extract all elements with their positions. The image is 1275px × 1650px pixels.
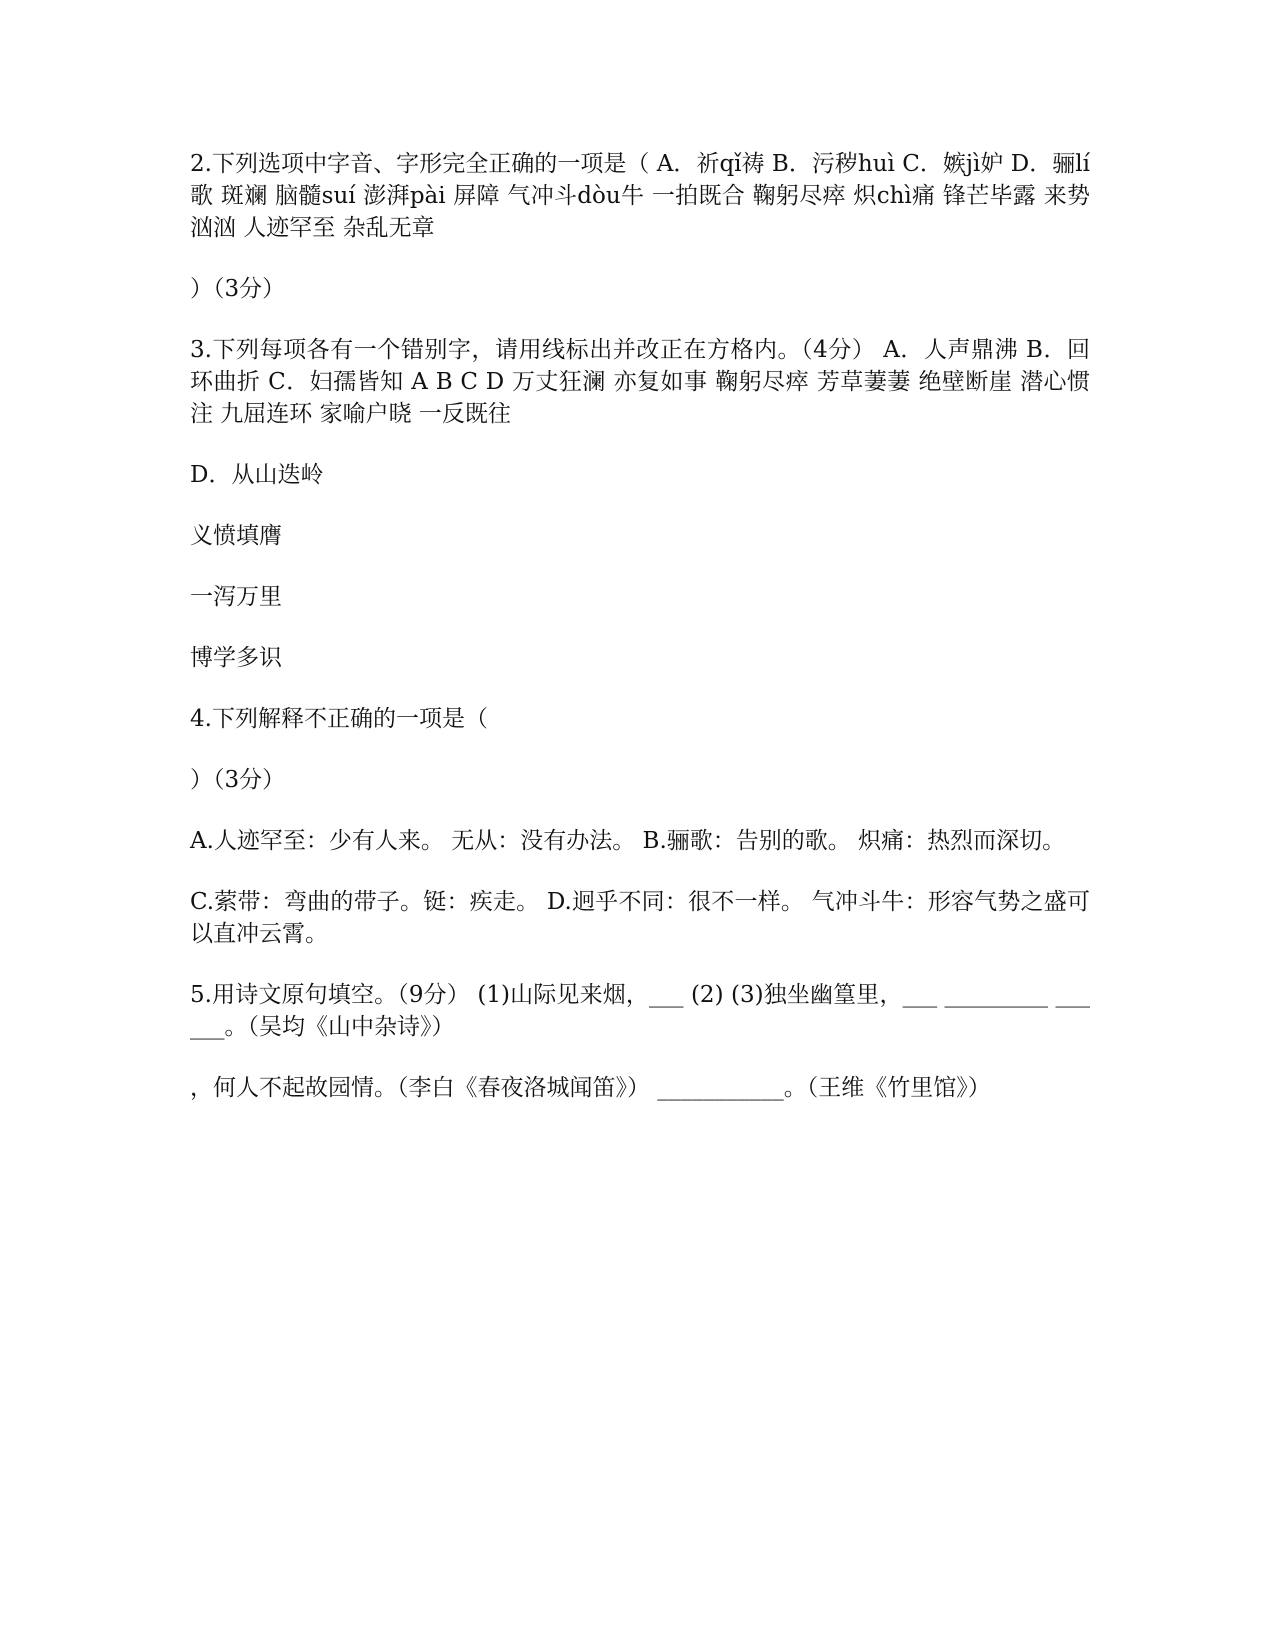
question-2-text: 2.下列选项中字音、字形完全正确的一项是（ A．祈qǐ祷 B．污秽huì C．嫉jì妒 D．骊lí歌 斑斓 脑髓suí 澎湃pài 屏障 气冲斗dòu牛 一拍既合 鞠躬尽瘁 炽chì痛 锋芒毕露 来势汹汹 人迹罕至 杂乱无章: [190, 151, 1090, 241]
question-3-text: 3.下列每项各有一个错别字，请用线标出并改正在方格内。（4分） A．人声鼎沸 B．回环曲折 C．妇孺皆知 A B C D 万丈狂澜 亦复如事 鞠躬尽瘁 芳草萋萋 绝壁断崖 潜心惯注 九屈连环 家喻户晓 一反既往: [190, 337, 1090, 427]
question-4-options-ab: A.人迹罕至：少有人来。 无从：没有办法。 B.骊歌：告别的歌。 炽痛：热烈而深切。: [190, 828, 1066, 854]
question-3-option-d: D．从山迭岭: [190, 462, 324, 488]
document-page: [190, 148, 1090, 1133]
question-2-score: ）（3分）: [190, 276, 286, 302]
question-4-options-cd: C.萦带：弯曲的带子。铤：疾走。 D.迥乎不同：很不一样。 气冲斗牛：形容气势之盛可以直冲云霄。: [190, 889, 1090, 947]
question-3-option-d-item-2: 义愤填膺: [190, 523, 282, 549]
question-4-score: ）（3分）: [190, 767, 286, 793]
question-4-text: 4.下列解释不正确的一项是（: [190, 706, 488, 732]
question-5-continuation: ，何人不起故园情。（李白《春夜洛城闻笛》） ___________。（王维《竹里馆》）: [190, 1075, 991, 1101]
question-3-option-d-item-4: 博学多识: [190, 645, 282, 671]
question-5-text: 5.用诗文原句填空。（9分） (1)山际见来烟，___ (2) (3)独坐幽篁里，___ _________ ______。（吴均《山中杂诗》）: [190, 982, 1090, 1040]
question-3-option-d-item-3: 一泻万里: [190, 584, 282, 610]
